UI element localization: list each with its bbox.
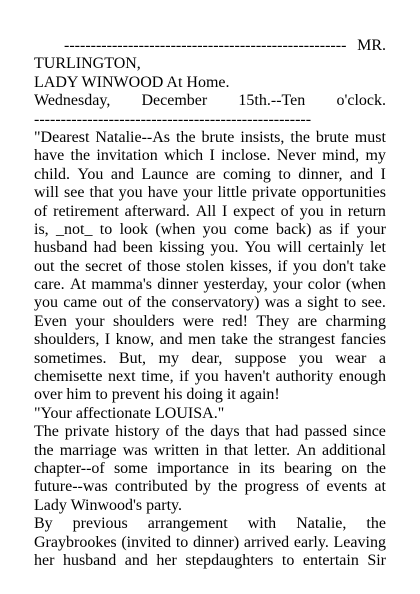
word: of: [128, 294, 142, 312]
word: of: [280, 202, 294, 220]
word: early.: [293, 533, 329, 551]
letter-line: [34, 294, 386, 312]
word: I: [221, 202, 228, 220]
letter-signature: "Your affectionate LOUISA.": [34, 404, 225, 422]
word: Leaving: [333, 533, 386, 551]
word: coming: [222, 165, 271, 183]
word: dear,: [191, 349, 223, 367]
final-line: [34, 552, 386, 570]
narrative-last-line: Lady Winwood's party.: [34, 496, 182, 514]
word: the: [366, 459, 386, 477]
word: must: [354, 128, 386, 146]
hostess-line: LADY WINWOOD At Home.: [34, 73, 230, 91]
word: By: [34, 515, 53, 533]
word: Natalie,: [296, 515, 347, 533]
word: at: [374, 478, 386, 496]
word: You: [244, 239, 271, 257]
word: arrangement: [147, 515, 228, 533]
word: sight: [307, 294, 339, 312]
word: that: [245, 423, 270, 441]
word: certainly: [307, 239, 364, 257]
word: the: [176, 128, 196, 146]
word: Graybrookes: [34, 533, 117, 551]
word: you: [194, 368, 219, 386]
word: to: [99, 220, 113, 238]
letter-line: [34, 203, 386, 221]
letter-line: [34, 166, 386, 184]
word: kissing: [159, 239, 205, 257]
word: suppose: [234, 349, 287, 367]
word: her: [34, 551, 55, 569]
word: to: [343, 294, 357, 312]
word: my: [365, 147, 386, 165]
letter-line: [34, 368, 386, 386]
word: husband: [62, 551, 117, 569]
word: and: [110, 165, 134, 183]
word: history: [115, 423, 160, 441]
word: opportunities: [301, 184, 386, 202]
word: dinner: [157, 276, 199, 294]
word: "Dearest: [34, 128, 90, 146]
letter-line: [34, 147, 386, 165]
word: All: [195, 202, 217, 220]
word: stepdaughters: [185, 551, 274, 569]
word: her: [156, 551, 177, 569]
word: are: [195, 165, 216, 183]
word: in: [329, 202, 342, 220]
word: Launce: [141, 165, 189, 183]
word: to: [278, 165, 291, 183]
word: private: [251, 184, 297, 202]
word: authority: [275, 368, 334, 386]
word: shoulders: [112, 312, 175, 330]
word: know,: [115, 331, 155, 349]
word: the: [34, 441, 54, 459]
word: letter.: [254, 441, 291, 459]
word: yesterday,: [203, 276, 268, 294]
word: don't: [322, 257, 354, 275]
word: is,: [34, 220, 49, 238]
word: of: [34, 202, 48, 220]
word: child.: [34, 165, 70, 183]
word: are: [297, 312, 318, 330]
word: expect: [233, 202, 275, 220]
letter-line: [34, 350, 386, 368]
letter-line: [34, 239, 386, 257]
word: the: [253, 331, 273, 349]
word: mind,: [322, 147, 360, 165]
final-line: [34, 515, 386, 533]
word: enough: [338, 368, 386, 386]
word: will: [276, 239, 302, 257]
word: Even: [34, 312, 67, 330]
word: care.: [34, 276, 65, 294]
word: inclose.: [221, 147, 271, 165]
word: have: [147, 184, 178, 202]
word: of: [165, 423, 179, 441]
word: your: [273, 276, 303, 294]
narrative-line: [34, 478, 386, 496]
word: time,: [141, 368, 174, 386]
word: its: [259, 459, 275, 477]
word: you: [292, 257, 317, 275]
word: wear: [335, 349, 367, 367]
narrative-line: [34, 460, 386, 478]
word: were: [182, 312, 214, 330]
word: let: [369, 239, 386, 257]
word: and: [124, 551, 148, 569]
word: been: [122, 239, 153, 257]
word: come: [233, 220, 269, 238]
word: events: [326, 478, 368, 496]
word: An: [296, 441, 316, 459]
word: a: [378, 349, 386, 367]
word: (when: [155, 220, 196, 238]
word: husband: [34, 239, 88, 257]
word: (when: [345, 276, 386, 294]
word: in: [205, 441, 218, 459]
word: progress: [244, 478, 299, 496]
word: written: [153, 441, 200, 459]
word: and: [349, 165, 374, 183]
header-name-part1: MR.: [357, 37, 386, 54]
final-line: [34, 534, 386, 552]
letter-line: [34, 129, 386, 147]
word: They: [256, 312, 290, 330]
word: color: [307, 276, 341, 294]
word: bearing: [284, 459, 332, 477]
word: that: [223, 441, 248, 459]
word: take: [221, 331, 248, 349]
word: The: [34, 423, 59, 441]
separator-line: ----------------------------------------------------: [34, 110, 312, 128]
page-text: [34, 37, 386, 570]
word: to: [175, 533, 189, 551]
word: you: [298, 349, 323, 367]
word: your: [356, 220, 386, 238]
word: charming: [325, 312, 386, 330]
word: chapter--of: [34, 459, 105, 477]
word: had: [93, 239, 117, 257]
word: next: [108, 368, 136, 386]
word: marriage: [59, 441, 117, 459]
word: secret: [85, 257, 123, 275]
letter-last-line: over him to prevent his doing it again!: [34, 386, 280, 404]
word: Natalie--As: [95, 128, 171, 146]
letter-line: [34, 331, 386, 349]
word: and: [159, 331, 183, 349]
word: you: [118, 184, 143, 202]
word: days: [210, 423, 240, 441]
word: some: [113, 459, 148, 477]
word: arrived: [243, 533, 290, 551]
word: your: [183, 184, 213, 202]
word: as: [318, 220, 333, 238]
word: haven't: [224, 368, 270, 386]
word: I: [380, 165, 386, 183]
word: in: [238, 459, 251, 477]
word: since: [353, 423, 386, 441]
word: the: [59, 257, 80, 275]
word: brute: [315, 128, 349, 146]
header-name-line: [34, 55, 386, 73]
word: see.: [361, 294, 386, 312]
word: if: [277, 257, 288, 275]
word: (invited: [121, 533, 172, 551]
word: was: [264, 294, 290, 312]
word: return: [347, 202, 386, 220]
word: was: [122, 441, 148, 459]
word: You: [77, 165, 104, 183]
word: importance: [156, 459, 229, 477]
word: future--was: [34, 478, 108, 496]
word: red!: [222, 312, 248, 330]
word: of: [305, 478, 320, 496]
word: afterward.: [124, 202, 190, 220]
word: you: [202, 220, 227, 238]
word: back): [275, 220, 312, 238]
word: you: [299, 202, 324, 220]
word: will: [34, 184, 59, 202]
word: fancies: [340, 331, 386, 349]
word: my: [158, 349, 179, 367]
word: to: [281, 551, 295, 569]
word: passed: [304, 423, 348, 441]
header-dashes: -----------------------------------------------------: [64, 37, 347, 54]
word: shoulders,: [34, 331, 100, 349]
letter-line: [34, 276, 386, 294]
word: the: [217, 478, 238, 496]
letter-paragraph: [34, 129, 386, 405]
word: _not_: [56, 220, 93, 238]
word: Sir: [367, 551, 386, 569]
word: I: [209, 147, 215, 165]
word: of: [127, 257, 142, 275]
word: kisses,: [229, 257, 273, 275]
word: that: [89, 184, 114, 202]
word: had: [275, 423, 299, 441]
word: private: [64, 423, 110, 441]
word: invitation: [96, 147, 158, 165]
header-name-part2: TURLINGTON,: [34, 55, 141, 73]
word: sometimes.: [34, 349, 107, 367]
word: came: [63, 294, 98, 312]
word: on: [341, 459, 358, 477]
word: with: [247, 515, 277, 533]
word: you: [34, 294, 58, 312]
word: your: [75, 312, 105, 330]
word: contributed: [114, 478, 188, 496]
word: brute: [201, 128, 235, 146]
word: conservatory): [171, 294, 260, 312]
word: take: [359, 257, 386, 275]
word: the: [146, 294, 167, 312]
letter-line: [34, 221, 386, 239]
word: a: [294, 294, 303, 312]
word: retirement: [53, 202, 119, 220]
word: dinner,: [298, 165, 343, 183]
word: But,: [118, 349, 147, 367]
word: those: [146, 257, 181, 275]
word: look: [119, 220, 149, 238]
letter-line: [34, 184, 386, 202]
narrative-line: [34, 423, 386, 441]
word: additional: [322, 441, 386, 459]
word: the: [290, 128, 310, 146]
word: see: [64, 184, 85, 202]
narrative-paragraph: [34, 423, 386, 515]
word: out: [102, 294, 123, 312]
final-paragraph: [34, 515, 386, 570]
word: the: [70, 147, 91, 165]
word: if: [179, 368, 190, 386]
word: stolen: [186, 257, 225, 275]
word: previous: [72, 515, 128, 533]
word: you.: [210, 239, 239, 257]
word: At: [69, 276, 86, 294]
word: have: [34, 147, 65, 165]
word: the: [366, 515, 386, 533]
word: mamma's: [91, 276, 152, 294]
word: little: [217, 184, 247, 202]
narrative-line: [34, 442, 386, 460]
letter-line: [34, 313, 386, 331]
word: chemisette: [34, 368, 103, 386]
header-line: [34, 37, 386, 55]
letter-line: [34, 258, 386, 276]
word: if: [339, 220, 350, 238]
word: Never: [276, 147, 316, 165]
word: dinner): [192, 533, 240, 551]
word: men: [188, 331, 216, 349]
date-line: Wednesday, December 15th.--Ten o'clock.: [34, 92, 386, 110]
word: insists,: [240, 128, 285, 146]
word: entertain: [302, 551, 359, 569]
word: strangest: [278, 331, 336, 349]
word: by: [194, 478, 211, 496]
word: which: [164, 147, 204, 165]
word: out: [34, 257, 55, 275]
word: I: [104, 331, 111, 349]
word: the: [184, 423, 205, 441]
